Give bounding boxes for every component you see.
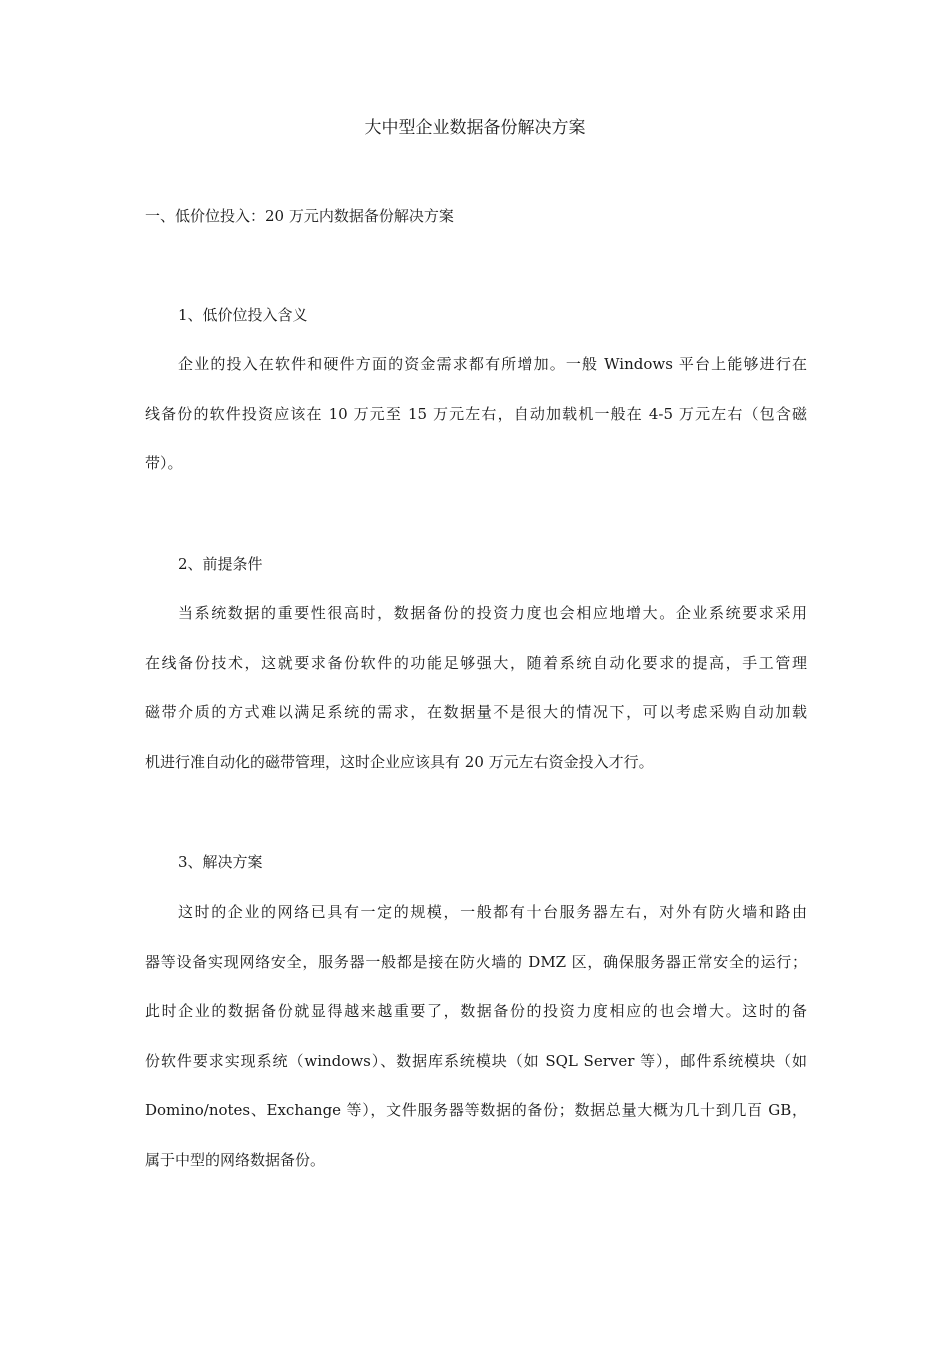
paragraph-line: 企业的投入在软件和硬件方面的资金需求都有所增加。一般 Windows 平台上能够进行在 (178, 355, 807, 373)
section-heading: 一、低价位投入：20 万元内数据备份解决方案 (145, 207, 454, 225)
paragraph-line: 当系统数据的重要性很高时，数据备份的投资力度也会相应地增大。企业系统要求采用 (178, 604, 807, 622)
paragraph-line: 带）。 (145, 454, 183, 472)
document-title: 大中型企业数据备份解决方案 (364, 118, 586, 138)
paragraph-line: 份软件要求实现系统（windows）、数据库系统模块（如 SQL Server 等），邮件系统模块（如 (145, 1051, 807, 1070)
paragraph-line: 机进行准自动化的磁带管理，这时企业应该具有 20 万元左右资金投入才行。 (145, 752, 654, 771)
subsection-heading-3: 3、解决方案 (178, 853, 263, 871)
paragraph-2 (145, 601, 807, 799)
paragraph-line: 线备份的软件投资应该在 10 万元至 15 万元左右，自动加载机一般在 4-5 万元左右（包含磁 (145, 404, 807, 423)
paragraph-line: 在线备份技术，这就要求备份软件的功能足够强大，随着系统自动化要求的提高，手工管理 (145, 653, 807, 672)
paragraph-line: 这时的企业的网络已具有一定的规模，一般都有十台服务器左右，对外有防火墙和路由 (178, 903, 807, 921)
paragraph-line: 属于中型的网络数据备份。 (145, 1150, 326, 1169)
subsection-heading-2: 2、前提条件 (178, 555, 263, 573)
subsection-heading-1: 1、低价位投入含义 (178, 306, 308, 324)
paragraph-line: 磁带介质的方式难以满足系统的需求，在数据量不是很大的情况下，可以考虑采购自动加载 (145, 703, 807, 721)
paragraph-3 (145, 900, 807, 1197)
paragraph-line: Domino/notes、Exchange 等），文件服务器等数据的备份；数据总量大概为几十到几百 GB， (145, 1101, 807, 1119)
paragraph-line: 此时企业的数据备份就显得越来越重要了，数据备份的投资力度相应的也会增大。这时的备 (145, 1002, 807, 1020)
paragraph-1 (145, 352, 807, 501)
paragraph-line: 器等设备实现网络安全，服务器一般都是接在防火墙的 DMZ 区，确保服务器正常安全的运行； (145, 952, 807, 971)
